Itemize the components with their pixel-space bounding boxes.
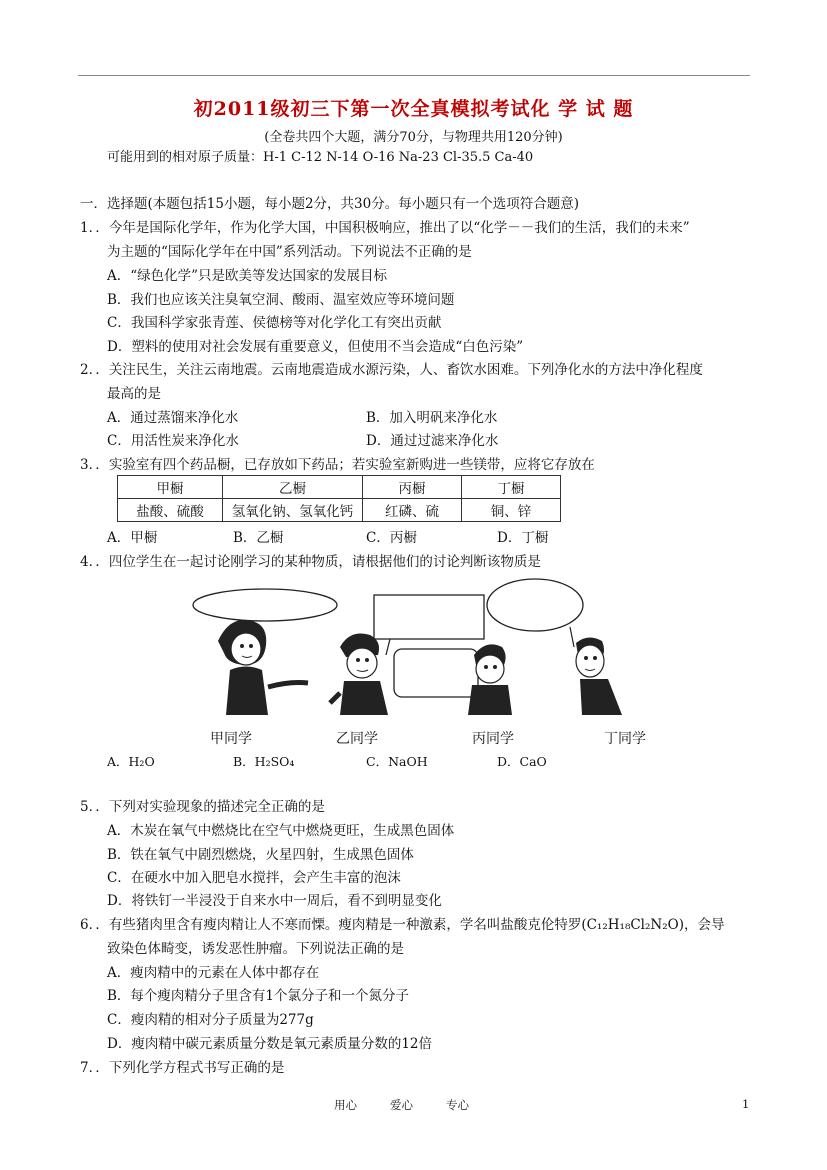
- table-header-cell: 丙橱: [363, 476, 462, 499]
- q2-option-d: D．通过过滤来净化水: [366, 433, 499, 449]
- q4-option-d: D．CaO: [497, 754, 547, 769]
- student-label-jia: 甲同学: [210, 731, 252, 747]
- q6-option-c: C．瘦肉精的相对分子质量为277g: [107, 1012, 314, 1028]
- q2-stem-cont: 最高的是: [107, 386, 161, 402]
- q2-option-b: B．加入明矾来净化水: [366, 410, 498, 426]
- q1-option-d: D．塑料的使用对社会发展有重要意义，但使用不当会造成“白色污染”: [107, 339, 524, 355]
- q3-option-d: D．丁橱: [497, 530, 549, 546]
- q3-option-b: B．乙橱: [233, 530, 284, 546]
- table-header-cell: 甲橱: [118, 476, 223, 499]
- student-ding-figure: [576, 637, 622, 715]
- table-header-row: [118, 476, 561, 499]
- footer-text-3: 专心: [446, 1098, 469, 1112]
- q5-option-c: C．在硬水中加入肥皂水搅拌，会产生丰富的泡沫: [107, 870, 401, 886]
- q1-option-a: A．“绿色化学”只是欧美等发达国家的发展目标: [107, 268, 388, 284]
- table-cell: 盐酸、硫酸: [118, 499, 223, 522]
- students-discussion-illustration: [190, 575, 640, 725]
- student-label-yi: 乙同学: [336, 731, 378, 747]
- q3-option-a: A．甲橱: [107, 530, 158, 546]
- q6-stem: 6．．有些猪肉里含有瘦肉精让人不寒而慄。瘦肉精是一种激素，学名叫盐酸克伦特罗(C₁₂H₁₈Cl₂N₂O)，会导: [80, 917, 725, 933]
- q1-stem: 1．．今年是国际化学年，作为化学大国，中国积极响应，推出了以“化学－－我们的生活，我们的未来”: [80, 220, 690, 236]
- q4-option-c: C．NaOH: [366, 754, 428, 769]
- footer-text-2: 爱心: [390, 1098, 413, 1112]
- student-jia-figure: [218, 620, 308, 715]
- student-label-bing: 丙同学: [472, 731, 514, 747]
- speech-bubble-bing: [394, 649, 478, 697]
- q4-stem: 4．．四位学生在一起讨论刚学习的某种物质，请根据他们的讨论判断该物质是: [80, 554, 541, 570]
- table-cell: 铜、锌: [462, 499, 561, 522]
- exam-title: 初2011级初三下第一次全真模拟考试化 学 试 题: [193, 98, 634, 120]
- q5-stem: 5．．下列对实验现象的描述完全正确的是: [80, 799, 325, 815]
- table-header-cell: 乙橱: [223, 476, 363, 499]
- q2-stem: 2．．关注民生，关注云南地震。云南地震造成水源污染，人、畜饮水困难。下列净化水的方法中净化程度: [80, 362, 703, 378]
- speech-bubble-yi: [374, 595, 484, 639]
- q1-option-c: C．我国科学家张青莲、侯德榜等对化学化工有突出贡献: [107, 315, 442, 331]
- exam-subtitle: (全卷共四个大题，满分70分，与物理共用120分钟): [264, 130, 563, 145]
- q3-stem: 3．．实验室有四个药品橱，已存放如下药品；若实验室新购进一些镁带，应将它存放在: [80, 457, 595, 473]
- q1-stem-cont: 为主题的“国际化学年在中国”系列活动。下列说法不正确的是: [107, 244, 472, 260]
- q5-option-b: B．铁在氧气中剧烈燃烧，火星四射，生成黑色固体: [107, 847, 414, 863]
- page-number: 1: [742, 1097, 750, 1111]
- student-yi-figure: [330, 634, 388, 716]
- table-cell: 氢氧化钠、氢氧化钙: [223, 499, 363, 522]
- q5-option-a: A．木炭在氧气中燃烧比在空气中燃烧更旺，生成黑色固体: [107, 823, 455, 839]
- footer-text-1: 用心: [334, 1098, 357, 1112]
- q3-option-c: C．丙橱: [366, 530, 417, 546]
- q2-option-a: A．通过蒸馏来净化水: [107, 410, 239, 426]
- q7-stem: 7．．下列化学方程式书写正确的是: [80, 1060, 285, 1076]
- q6-option-a: A．瘦肉精中的元素在人体中都存在: [107, 965, 320, 981]
- q6-stem-cont: 致染色体畸变，诱发恶性肿瘤。下列说法正确的是: [107, 941, 404, 957]
- q4-option-a: A．H₂O: [107, 754, 155, 769]
- table-header-cell: 丁橱: [462, 476, 561, 499]
- q1-option-b: B．我们也应该关注臭氧空洞、酸雨、温室效应等环境问题: [107, 292, 455, 308]
- speech-bubble-ding: [487, 579, 583, 631]
- section-heading: 一．选择题(本题包括15小题，每小题2分，共30分。每小题只有一个选项符合题意): [80, 196, 579, 212]
- table-cell: 红磷、硫: [363, 499, 462, 522]
- q6-option-d: D．瘦肉精中碳元素质量分数是氧元素质量分数的12倍: [107, 1036, 433, 1052]
- student-bing-figure: [468, 644, 512, 715]
- atomic-masses: 可能用到的相对原子质量：H-1 C-12 N-14 O-16 Na-23 Cl-35.5 Ca-40: [107, 150, 534, 165]
- q2-option-c: C．用活性炭来净化水: [107, 433, 239, 449]
- q6-option-b: B．每个瘦肉精分子里含有1个氯分子和一个氮分子: [107, 988, 410, 1004]
- speech-bubble-jia: [193, 589, 337, 621]
- table-row: [118, 499, 561, 522]
- q4-option-b: B．H₂SO₄: [233, 754, 295, 769]
- student-label-ding: 丁同学: [604, 731, 646, 747]
- header-rule: [78, 75, 750, 76]
- q5-option-d: D．将铁钉一半浸没于自来水中一周后，看不到明显变化: [107, 893, 442, 909]
- cabinet-table: [117, 475, 561, 522]
